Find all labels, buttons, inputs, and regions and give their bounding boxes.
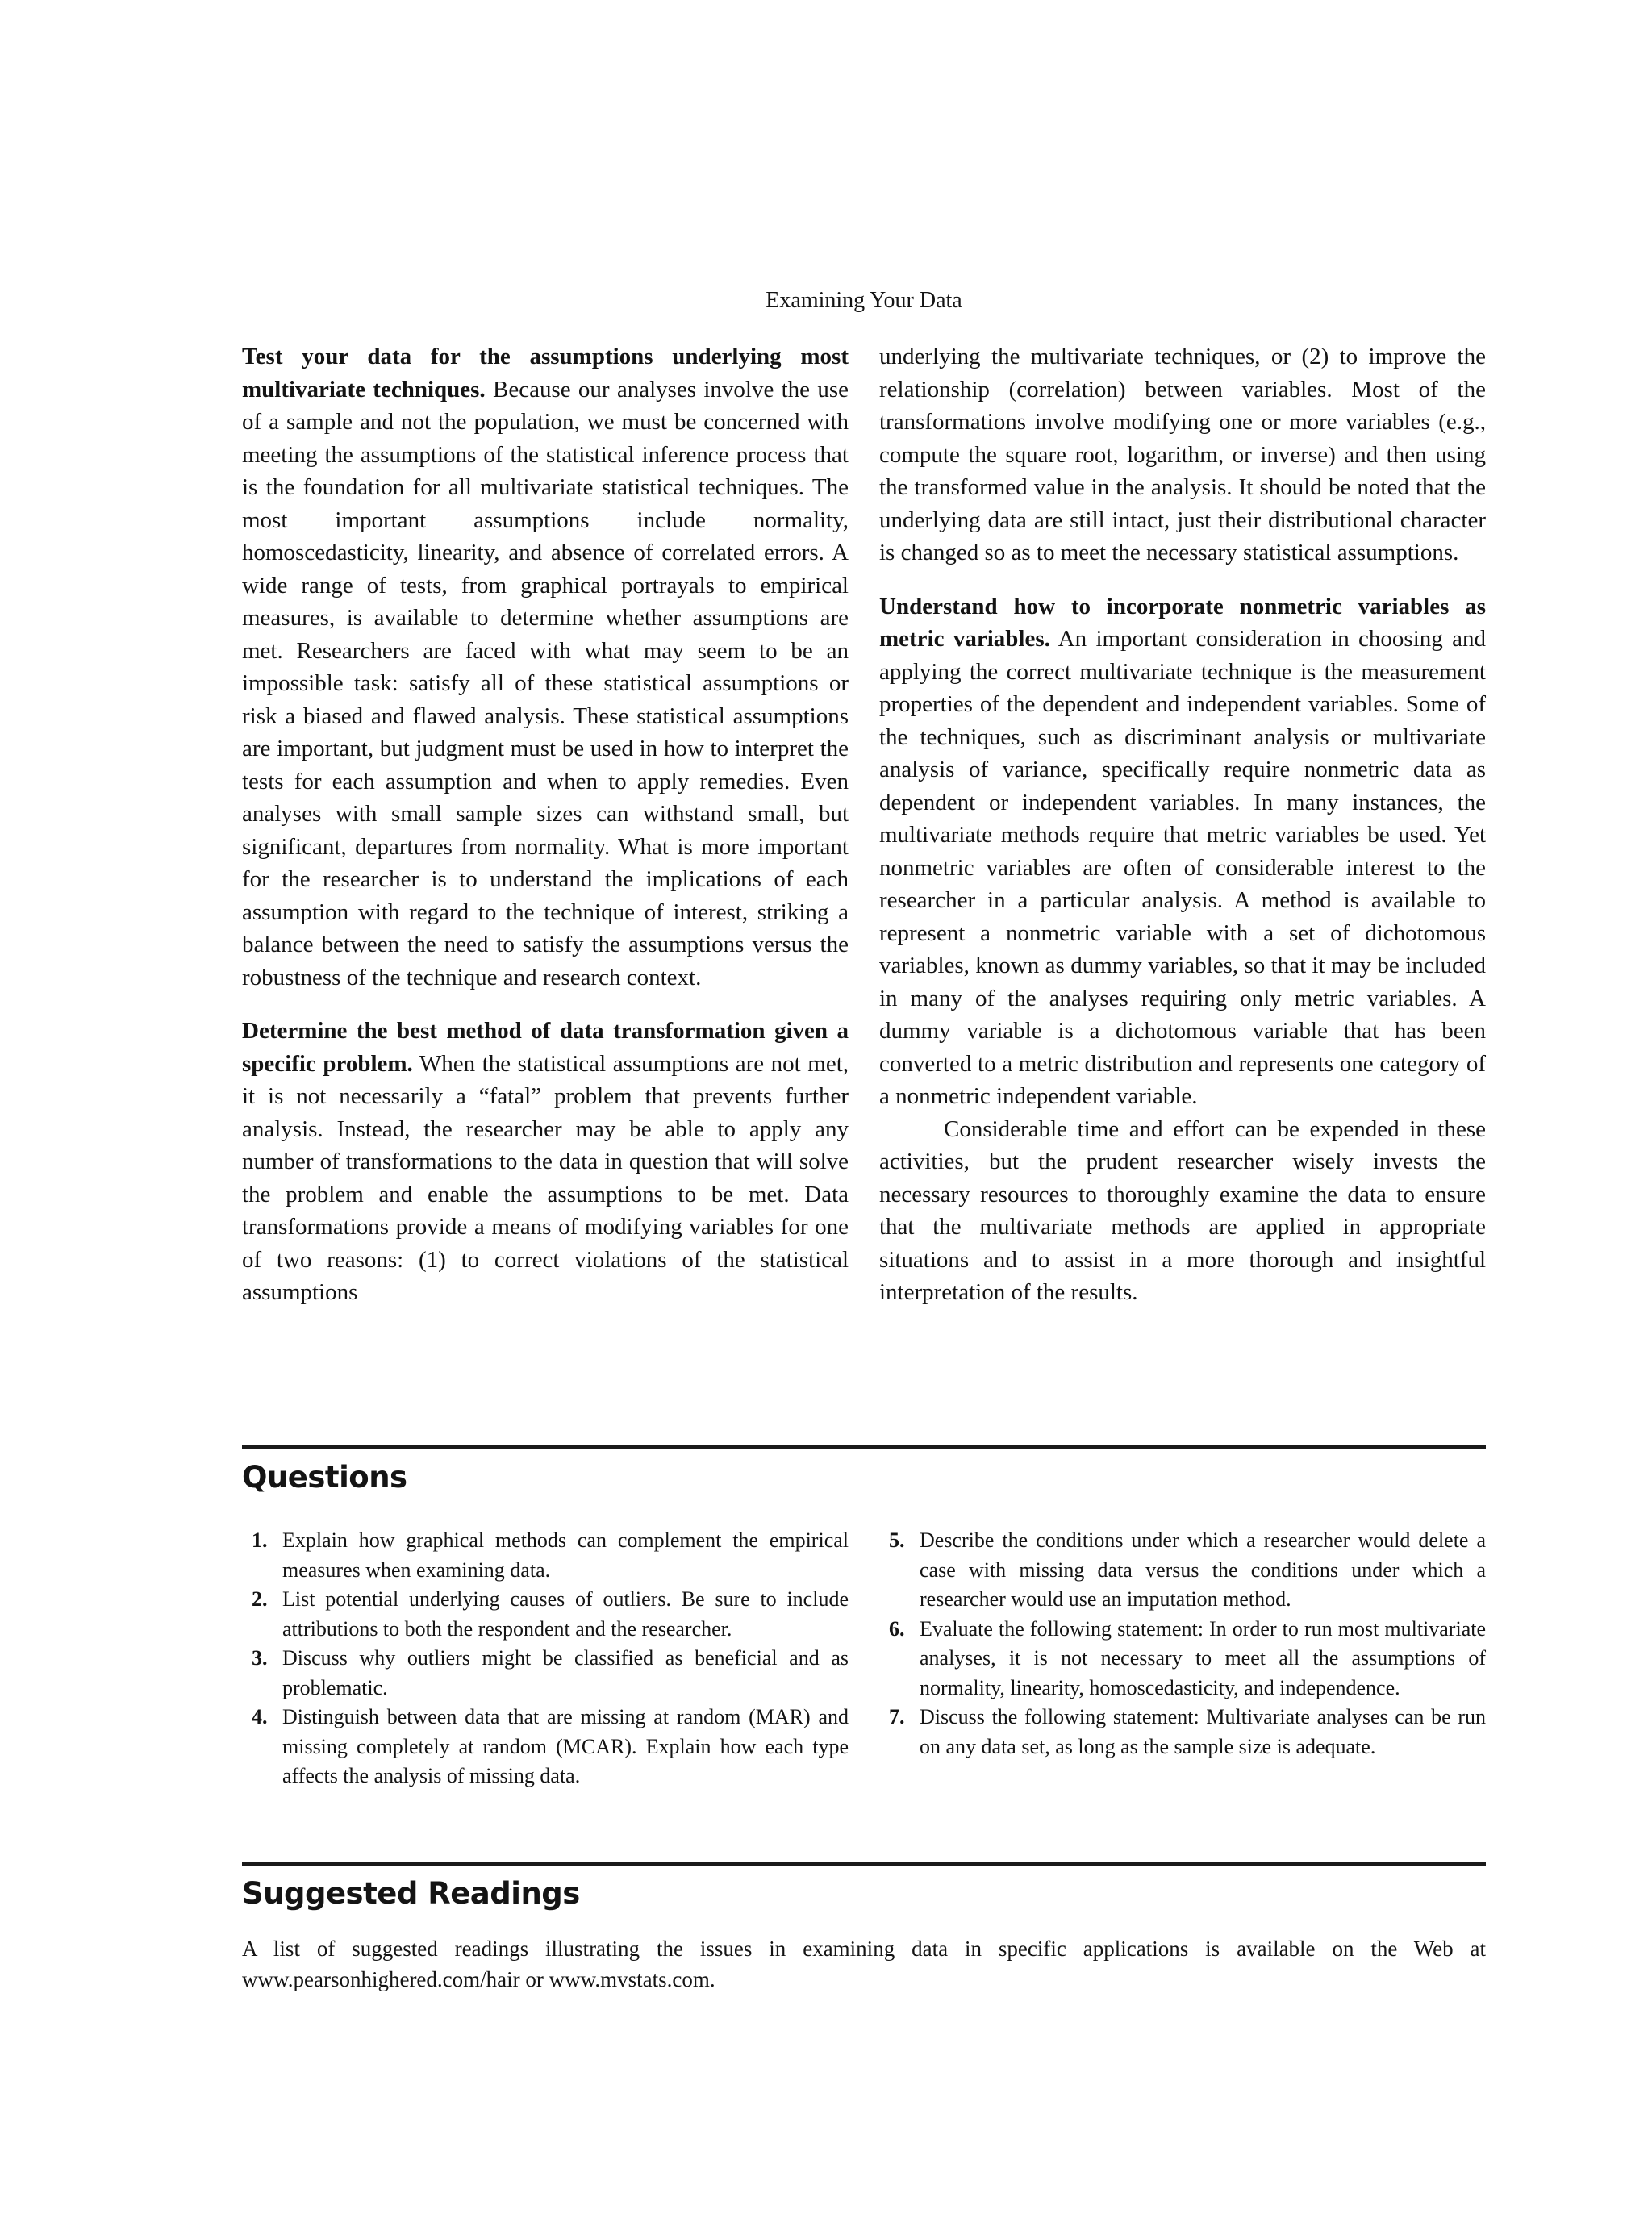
suggested-readings-text: A list of suggested readings illustrating the issues in examining data in specific applications is available on the Web at www.pearsonhighered.com/hair or www.mvstats.com. [242,1937,1486,1991]
question-item [242,1644,849,1703]
question-number: 7. [889,1705,905,1728]
paragraph-test-assumptions [242,340,849,994]
suggested-readings-heading: Suggested Readings [242,1876,580,1911]
questions-list-right [879,1526,1486,1762]
paragraph-conclusion [879,1113,1486,1309]
question-number: 4. [252,1705,268,1728]
questions-rule [242,1445,1486,1449]
question-number: 3. [252,1646,268,1670]
readings-rule [242,1862,1486,1866]
question-item [242,1703,849,1791]
paragraph-lead: Determine the best method of data transformation given a specific problem. [242,1018,849,1077]
paragraph-data-transformation [242,1015,849,1309]
right-column [879,340,1486,1330]
question-item [879,1526,1486,1615]
question-number: 6. [889,1616,905,1641]
left-column [242,340,849,1330]
paragraph-body: An important consideration in choosing and applying the correct multivariate technique is the measurement properties of the dependent and independent variables. Some of the techniques, such as discriminant analysis or multivariate analysis of variance, specifically require nonmetric data as dependent or independent variables. In many instances, the multivariate methods require that metric variables be used. Yet nonmetric variables are often of considerable interest to the researcher in a particular analysis. A method is available to represent a nonmetric variable with a set of dichotomous variables, known as dummy variables, so that it may be included in many of the analyses requiring only metric variables. A dummy variable is a dichotomous variable that has been converted to a metric distribution and represents one category of a nonmetric independent variable. [879,626,1486,1109]
question-item [242,1585,849,1644]
question-item [242,1526,849,1585]
question-number: 1. [252,1528,268,1552]
question-text: List potential underlying causes of outliers. Be sure to include attributions to both the respondent and the researcher. [282,1587,849,1641]
questions-right-column [879,1526,1486,1762]
running-head: Examining Your Data [766,288,962,313]
paragraph-lead: Understand how to incorporate nonmetric variables as metric variables. [879,593,1486,652]
paragraph-transformation-continued [879,340,1486,569]
question-number: 5. [889,1528,905,1552]
questions-heading: Questions [242,1460,407,1495]
question-text: Describe the conditions under which a researcher would delete a case with missing data versus the conditions under which a researcher would use an imputation method. [920,1528,1486,1611]
paragraph-body: underlying the multivariate techniques, or (2) to improve the relationship (correlation) between variables. Most of the transformations involve modifying one or more variables (e.g., compute the square root, logarithm, or inverse) and then using the transformed value in the analysis. It should be noted that the underlying data are still intact, just their distributional character is changed so as to meet the necessary statistical assumptions. [879,344,1486,565]
questions-left-column [242,1526,849,1791]
paragraph-lead: Test your data for the assumptions underlying most multivariate techniques. [242,344,849,402]
paragraph-body: Because our analyses involve the use of a sample and not the population, we must be concerned with meeting the assumptions of the statistical inference process that is the foundation for all multivariate statistical techniques. The most important assumptions include normality, homoscedasticity, linearity, and absence of correlated errors. A wide range of tests, from graphical portrayals to empirical measures, is available to determine whether assumptions are met. Researchers are faced with what may seem to be an impossible task: satisfy all of these statistical assumptions or risk a biased and flawed analysis. These statistical assumptions are important, but judgment must be used in how to interpret the tests for each assumption and when to apply remedies. Even analyses with small sample sizes can withstand small, but significant, departures from normality. What is more important for the researcher is to understand the implications of each assumption with regard to the technique of interest, striking a balance between the need to satisfy the assumptions versus the robustness of the technique and research context. [242,376,849,990]
question-text: Evaluate the following statement: In order to run most multivariate analyses, it is not necessary to meet all the assumptions of normality, linearity, homoscedasticity, and independence. [920,1616,1486,1699]
question-item [879,1615,1486,1703]
question-text: Discuss why outliers might be classified as beneficial and as problematic. [282,1646,849,1699]
question-text: Discuss the following statement: Multivariate analyses can be run on any data set, as long as the sample size is adequate. [920,1705,1486,1758]
questions-list-left [242,1526,849,1791]
book-page [242,0,1486,2235]
question-item [879,1703,1486,1762]
paragraph-nonmetric-variables [879,590,1486,1113]
question-text: Explain how graphical methods can complement the empirical measures when examining data. [282,1528,849,1582]
question-number: 2. [252,1587,268,1611]
question-text: Distinguish between data that are missing at random (MAR) and missing completely at random (MCAR). Explain how each type affects the analysis of missing data. [282,1705,849,1787]
paragraph-body: Considerable time and effort can be expended in these activities, but the prudent researcher wisely invests the necessary resources to thoroughly examine the data to ensure that the multivariate methods are applied in appropriate situations and to assist in a more thorough and insightful interpretation of the results. [879,1115,1486,1305]
paragraph-body: When the statistical assumptions are not met, it is not necessarily a “fatal” problem that prevents further analysis. Instead, the researcher may be able to apply any number of transformations to the data in question that will solve the problem and enable the assumptions to be met. Data transformations provide a means of modifying variables for one of two reasons: (1) to correct violations of the statistical assumptions [242,1050,849,1305]
